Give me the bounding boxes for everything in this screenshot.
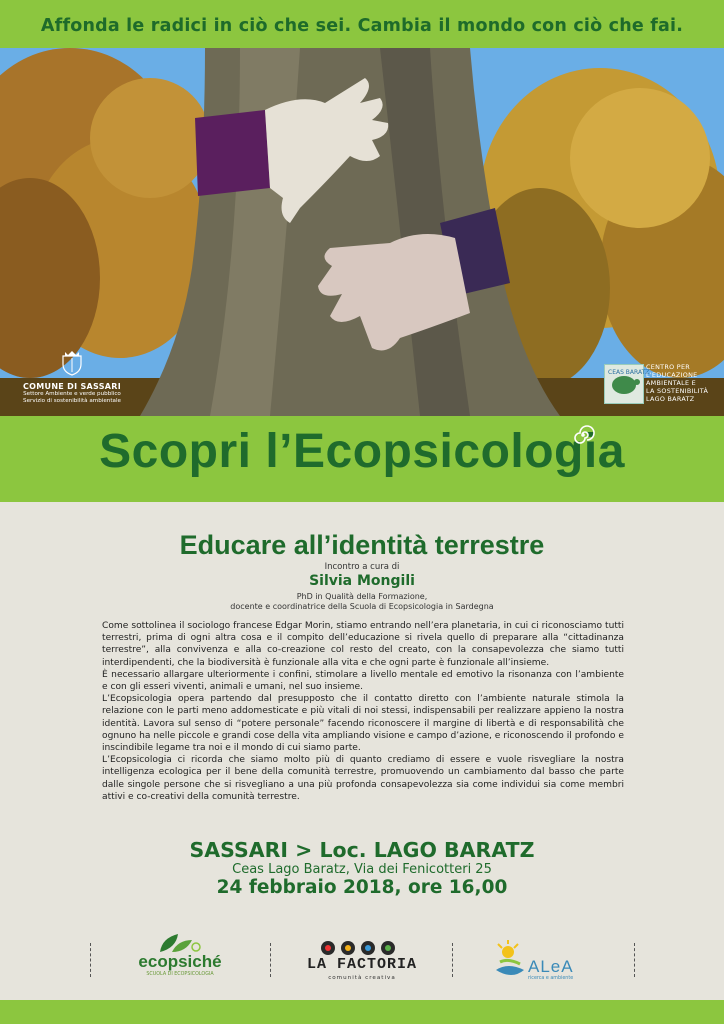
la-factoria-wordmark: LA FACTORIA [306, 956, 418, 973]
divider [90, 943, 91, 977]
tagline: Affonda le radici in ciò che sei. Cambia il mondo con ciò che fai. [40, 16, 684, 36]
divider [452, 943, 453, 977]
curator-name: Silvia Mongili [309, 573, 415, 589]
curator-intro: Incontro a cura di [324, 562, 400, 572]
comune-sub-2: Servizio di sostenibilità ambientale [23, 398, 121, 404]
divider [634, 943, 635, 977]
turtle-icon [604, 364, 650, 404]
ceas-line-1: CENTRO PER [646, 363, 691, 371]
ceas-logo-text: CEAS BARATZ [608, 369, 650, 376]
comune-di-sassari-logo [22, 350, 122, 405]
body-paragraph-4: L’Ecopsicologia ci ricorda che siamo molto più di quanto crediamo di essere e vuole risvegliare la nostra intelligenza ecologica per il bene della comunità terrestre, promuovendo un cambiamento dal basso che parte dalle singole persone che si risvegliano a una più profonda consapevolezza sia come individui sia come membri attivi e co-creativi della comunità terrestre. [102, 755, 624, 802]
ceas-line-5: LAGO BARATZ [646, 395, 695, 403]
spiral-icon [573, 425, 593, 445]
alea-logo [494, 940, 594, 986]
event-date: 24 febbraio 2018, ore 16,00 [216, 877, 508, 898]
page-title: Scopri l’Ecopsicologia [99, 425, 625, 478]
ceas-line-2: L'EDUCAZIONE [646, 371, 698, 379]
event-venue: SASSARI > Loc. LAGO BARATZ [189, 838, 535, 862]
ceas-text [646, 363, 708, 403]
body-paragraph-2: È necessario allargare ulteriormente i confini, stimolare a livello mentale ed emotivo la risonanza con l’ambiente e con gli esseri viventi, animali e umani, nel suo insieme. [102, 669, 624, 693]
body-text [102, 620, 624, 803]
ceas-line-4: LA SOSTENIBILITÀ [646, 387, 709, 395]
comune-sub-1: Settore Ambiente e verde pubblico [23, 391, 121, 397]
ceas-lago-baratz-logo [604, 362, 720, 406]
eyes-icon [298, 940, 426, 956]
subtitle: Educare all’identità terrestre [179, 530, 545, 560]
ecopsiche-sub: SCUOLA DI ECOPSICOLOGIA [146, 972, 214, 977]
curator-role-line-1: PhD in Qualità della Formazione, [296, 592, 428, 601]
ecopsiche-logo [128, 932, 232, 982]
divider [270, 943, 271, 977]
alea-sub: ricerca e ambiente [528, 976, 574, 981]
curator-role [0, 592, 724, 612]
event-address: Ceas Lago Baratz, Via dei Fenicotteri 25 [232, 862, 492, 877]
la-factoria-logo [298, 940, 426, 986]
la-factoria-sub: comunità creativa [328, 975, 396, 981]
coat-of-arms-icon [59, 350, 85, 376]
body-paragraph-3: L’Ecopsicologia opera partendo dal presupposto che il contatto diretto con l’ambiente naturale stimola la relazione con le parti meno addomesticate e più vitali di noi stessi, indispensabili per realizzare appieno la nostra identità. Lavora sul senso di “potere personale” facendo riconoscere il margine di libertà e di responsabilità che ognuno ha nelle piccole e grandi cose della vita ampliando visione e campo d’azione, e riconoscendo il profondo e inscindibile legame tra noi e il mondo di cui siamo parte. [102, 694, 624, 754]
ecopsiche-wordmark: ecopsiché [138, 952, 222, 971]
sun-icon [494, 940, 528, 984]
comune-name: COMUNE DI SASSARI [22, 382, 122, 391]
curator-role-line-2: docente e coordinatrice della Scuola di Ecopsicologia in Sardegna [230, 602, 494, 611]
ceas-line-3: AMBIENTALE E [646, 379, 697, 387]
alea-wordmark: ALeA [528, 957, 574, 976]
body-paragraph-1: Come sottolinea il sociologo francese Edgar Morin, stiamo entrando nell’era planetaria, in cui ci riconosciamo tutti terrestri, prima di ogni altra cosa e il compito dell’educazione si rivela quello di preparare alla “cittadinanza terrestre”, alla convivenza e alla co-creazione col resto del creato, con la consapevolezza che siamo tutti interdipendenti, che la biodiversità è funzionale alla vita e che ogni parte è funzionale all’insieme. [102, 621, 624, 668]
bottom-banner [0, 1000, 724, 1024]
leaf-icon [128, 932, 232, 954]
